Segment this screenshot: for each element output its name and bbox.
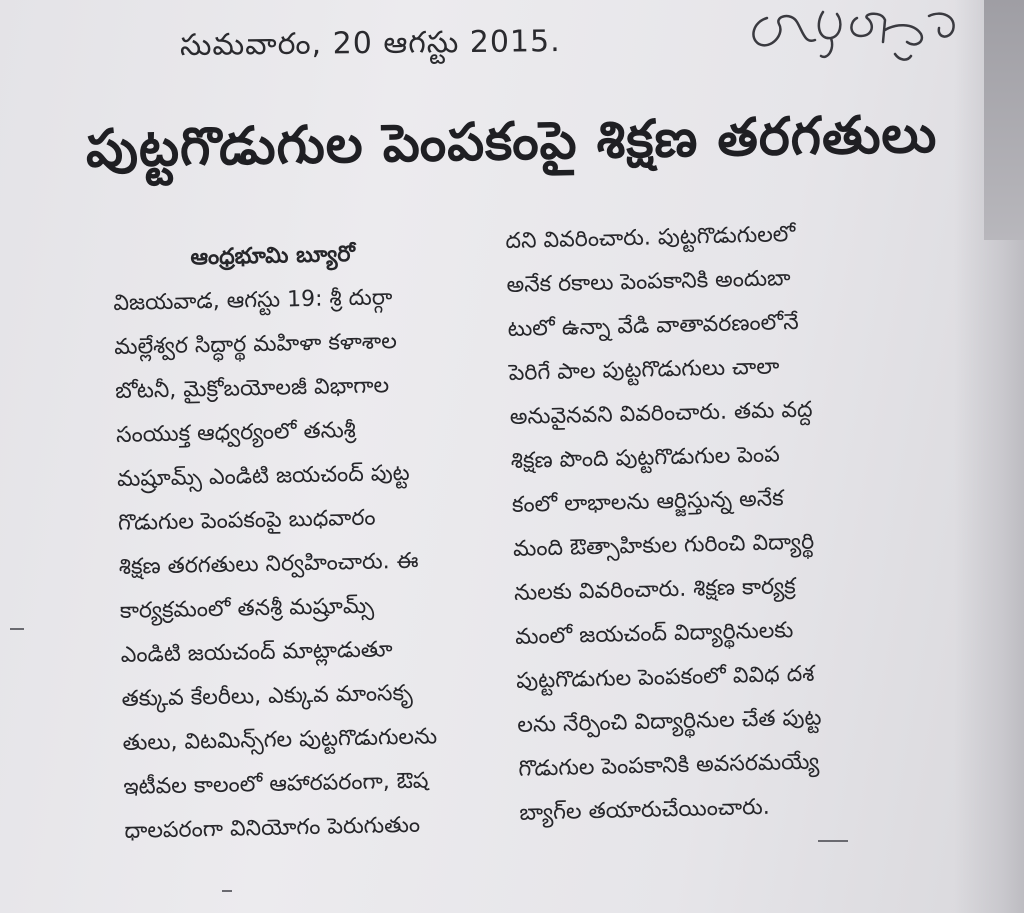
column-line: టులో ఉన్నా వేడి వాతావరణంలోనే [507, 309, 800, 342]
column-line: మల్లేశ్వర సిద్ధార్థ మహిళా కళాశాల [114, 329, 398, 360]
page-corner-shadow [984, 0, 1024, 240]
column-line: ఎండిటి జయచంద్ మాట్లాడుతూ [120, 637, 393, 668]
column-line: నులకు వివరించారు. శిక్షణ కార్యక్ర [513, 574, 796, 606]
column-line: పెరిగే పాల పుట్టగొడుగులు చాలా [508, 354, 780, 386]
print-mark [818, 840, 848, 842]
column-line: కార్యక్రమంలో తనశ్రీ మష్రూమ్స్ [119, 593, 375, 624]
column-line: ధాలపరంగా వినియోగం పెరుగుతుం [124, 812, 421, 844]
column-line: సంయుక్త ఆధ్వర్యంలో తనుశ్రీ [115, 417, 357, 448]
article-column-right [505, 209, 960, 836]
column-line: దని వివరించారు. పుట్టగొడుగులలో [505, 221, 796, 254]
column-line: మష్రూమ్స్ ఎండిటి జయచంద్ పుట్ట [116, 460, 410, 492]
column-line: కంలో లాభాలను ఆర్జిస్తున్న అనేక [511, 486, 784, 518]
column-line: గొడుగుల పెంపకానికి అవసరమయ్యే [518, 749, 820, 782]
byline: ఆంధ్రభూమి బ్యూరో [190, 241, 356, 271]
column-line: లను నేర్పించి విద్యార్థినుల చేత పుట్ట [517, 705, 822, 738]
column-line: గొడుగుల పెంపకంపై బుధవారం [117, 505, 376, 536]
column-line: మంది ఔత్సాహికుల గురించి విద్యార్థి [512, 529, 815, 562]
print-mark [10, 628, 24, 630]
column-line: బోటనీ, మైక్రోబయోలజీ విభాగాల [114, 373, 390, 404]
dateline: సుమవారం, 20 ఆగస్టు 2015. [179, 24, 561, 63]
article-column-left [112, 230, 515, 854]
column-line: విజయవాడ, ఆగస్టు 19: శ్రీ దుర్గా [113, 285, 393, 316]
column-line: మంలో జయచంద్ విద్యార్థినులకు [514, 618, 794, 650]
headline: పుట్టగొడుగుల పెంపకంపై శిక్షణ తరగతులు [85, 104, 938, 180]
column-line: పుట్టగొడుగుల పెంపకంలో వివిధ దశ [515, 661, 815, 694]
column-line: శిక్షణ పొంది పుట్టగొడుగుల పెంప [510, 442, 781, 474]
column-line: అనువైనవని వివరించారు. తమ వద్ద [509, 397, 813, 430]
column-line: అనేక రకాలు పెంపకానికి అందుబా [506, 266, 791, 298]
print-mark [222, 890, 232, 892]
handwritten-signature [745, 0, 975, 70]
column-line: తులు, విటమిన్స్‌గల పుట్టగొడుగులను [122, 724, 438, 756]
column-line: బ్యాగ్‌ల తయారుచేయించారు. [519, 794, 771, 826]
column-line: ఇటీవల కాలంలో ఆహారపరంగా, ఔష [123, 768, 429, 800]
column-line: తక్కువ కేలరీలు, ఎక్కువ మాంసకృ [121, 680, 413, 712]
column-line: శిక్షణ తరగతులు నిర్వహించారు. ఈ [118, 548, 419, 580]
